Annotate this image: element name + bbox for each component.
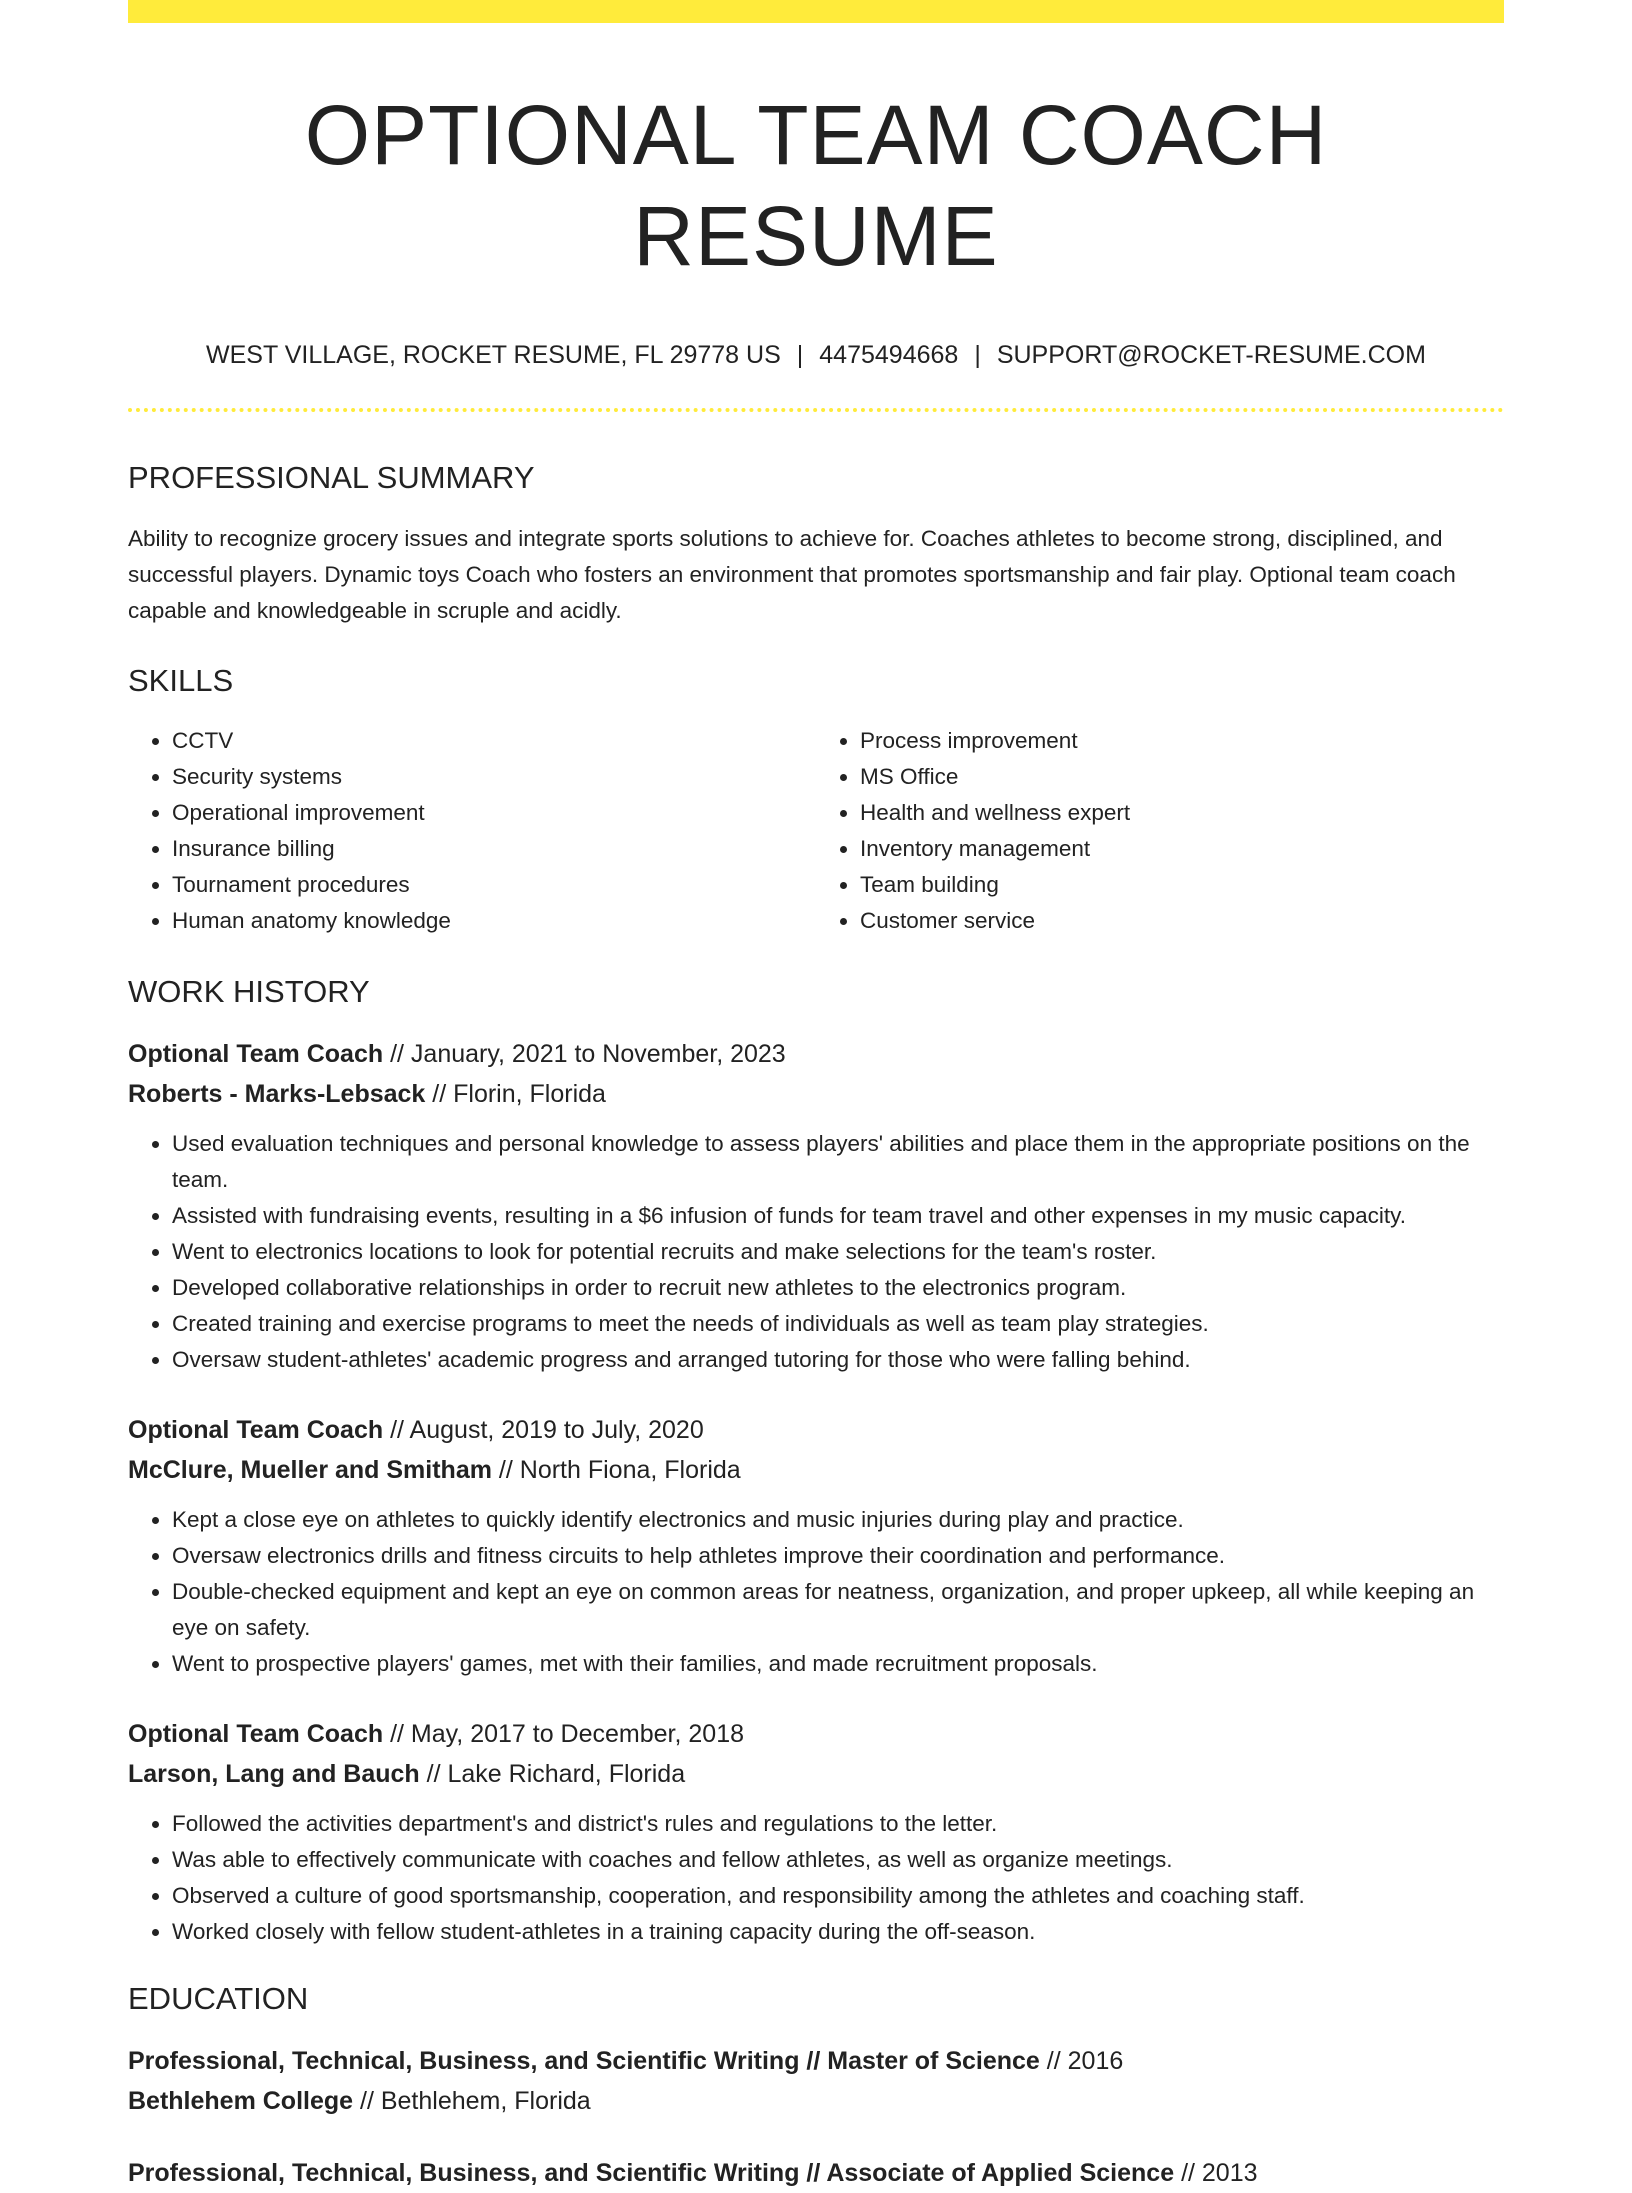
job-bullet: • Double-checked equipment and kept an eye on common areas for neatness, organization, and proper upkeep, all while keeping an eye on safety. xyxy=(172,1574,1504,1646)
job-title-line xyxy=(128,1034,1504,1074)
job-company: Larson, Lang and Bauch xyxy=(128,1760,420,1789)
contact-separator: | xyxy=(974,340,981,369)
job-company: Roberts - Marks-Lebsack xyxy=(128,1080,426,1109)
job-bullet: • Was able to effectively communicate with coaches and fellow athletes, as well as organize meetings. xyxy=(172,1842,1504,1878)
resume-page xyxy=(128,0,1504,2193)
job-bullets xyxy=(128,1126,1504,1378)
education-location: // Bethlehem, Florida xyxy=(360,2087,591,2116)
job-bullet: • Assisted with fundraising events, resulting in a $6 infusion of funds for team travel and other expenses in my music capacity. xyxy=(172,1198,1504,1234)
job-bullet: • Developed collaborative relationships in order to recruit new athletes to the electronics program. xyxy=(172,1270,1504,1306)
job-title: Optional Team Coach xyxy=(128,1720,384,1749)
job-title-line xyxy=(128,1410,1504,1450)
job-bullet: • Oversaw electronics drills and fitness circuits to help athletes improve their coordination and performance. xyxy=(172,1538,1504,1574)
skill-item: • Security systems xyxy=(172,759,816,795)
job-entry xyxy=(128,1714,1504,1950)
skill-item: • Human anatomy knowledge xyxy=(172,903,816,939)
job-bullet: • Oversaw student-athletes' academic progress and arranged tutoring for those who were falling behind. xyxy=(172,1342,1504,1378)
skill-item: • Inventory management xyxy=(860,831,1504,867)
resume-title: OPTIONAL TEAM COACH RESUME xyxy=(304,88,1328,283)
education-degree-line xyxy=(128,2041,1504,2081)
skills-column-left xyxy=(128,723,816,939)
job-title-line xyxy=(128,1714,1504,1754)
skill-item: • MS Office xyxy=(860,759,1504,795)
job-entry xyxy=(128,1034,1504,1378)
skill-item: • CCTV xyxy=(172,723,816,759)
contact-email: SUPPORT@ROCKET-RESUME.COM xyxy=(996,340,1426,369)
skill-item: • Operational improvement xyxy=(172,795,816,831)
education-degree-line xyxy=(128,2153,1504,2193)
education-entry xyxy=(128,2041,1504,2121)
skill-item: • Customer service xyxy=(860,903,1504,939)
skills-column-right xyxy=(816,723,1504,939)
skills-list xyxy=(128,723,1504,939)
job-bullet: • Used evaluation techniques and personal knowledge to assess players' abilities and place them in the appropriate positions on the team. xyxy=(172,1126,1504,1198)
contact-separator: | xyxy=(796,340,804,369)
summary-heading: PROFESSIONAL SUMMARY xyxy=(128,459,535,495)
job-location: // Lake Richard, Florida xyxy=(426,1760,686,1789)
education-year: // 2016 xyxy=(1046,2047,1124,2076)
skill-item: • Tournament procedures xyxy=(172,867,816,903)
job-location: // North Fiona, Florida xyxy=(498,1456,741,1485)
job-bullet: • Went to electronics locations to look for potential recruits and make selections for the team's roster. xyxy=(172,1234,1504,1270)
skill-item: • Team building xyxy=(860,867,1504,903)
job-location: // Florin, Florida xyxy=(432,1080,606,1109)
job-bullet: • Went to prospective players' games, met with their families, and made recruitment proposals. xyxy=(172,1646,1504,1682)
job-bullet: • Worked closely with fellow student-athletes in a training capacity during the off-season. xyxy=(172,1914,1504,1950)
skill-item: • Health and wellness expert xyxy=(860,795,1504,831)
job-bullet: • Observed a culture of good sportsmanship, cooperation, and responsibility among the athletes and coaching staff. xyxy=(172,1878,1504,1914)
job-dates: // August, 2019 to July, 2020 xyxy=(390,1416,704,1445)
job-title: Optional Team Coach xyxy=(128,1416,384,1445)
job-company-line xyxy=(128,1450,1504,1490)
education-entry xyxy=(128,2153,1504,2193)
education-year: // 2013 xyxy=(1181,2159,1258,2188)
job-company: McClure, Mueller and Smitham xyxy=(128,1456,492,1485)
contact-line xyxy=(128,340,1504,370)
job-bullets xyxy=(128,1502,1504,1682)
job-dates: // May, 2017 to December, 2018 xyxy=(390,1720,744,1749)
job-entry xyxy=(128,1410,1504,1682)
education-school: Bethlehem College xyxy=(128,2087,354,2116)
job-bullets xyxy=(128,1806,1504,1950)
dotted-divider xyxy=(128,408,1504,412)
contact-phone: 4475494668 xyxy=(819,340,959,369)
skills-heading: SKILLS xyxy=(128,662,234,698)
skill-item: • Process improvement xyxy=(860,723,1504,759)
education-school-line xyxy=(128,2081,1504,2121)
job-dates: // January, 2021 to November, 2023 xyxy=(390,1040,786,1069)
education-heading: EDUCATION xyxy=(128,1981,309,2017)
education-degree: Professional, Technical, Business, and Scientific Writing // Associate of Applied Science xyxy=(128,2159,1175,2188)
contact-address: WEST VILLAGE, ROCKET RESUME, FL 29778 US xyxy=(206,340,781,369)
work-history-heading: WORK HISTORY xyxy=(128,973,370,1009)
skill-item: • Insurance billing xyxy=(172,831,816,867)
accent-top-bar xyxy=(128,0,1504,23)
job-bullet: • Created training and exercise programs to meet the needs of individuals as well as team play strategies. xyxy=(172,1306,1504,1342)
job-bullet: • Kept a close eye on athletes to quickly identify electronics and music injuries during play and practice. xyxy=(172,1502,1504,1538)
job-title: Optional Team Coach xyxy=(128,1040,384,1069)
job-company-line xyxy=(128,1754,1504,1794)
job-company-line xyxy=(128,1074,1504,1114)
job-bullet: • Followed the activities department's and district's rules and regulations to the letter. xyxy=(172,1806,1504,1842)
education-degree: Professional, Technical, Business, and Scientific Writing // Master of Science xyxy=(128,2047,1040,2076)
summary-text: Ability to recognize grocery issues and integrate sports solutions to achieve for. Coaches athletes to become strong, disciplined, and successful players. Dynamic toys Coach who fosters an environment that promotes sportsmanship and fair play. Optional team coach capable and knowledgeable in scruple and acidly. xyxy=(128,525,1456,623)
